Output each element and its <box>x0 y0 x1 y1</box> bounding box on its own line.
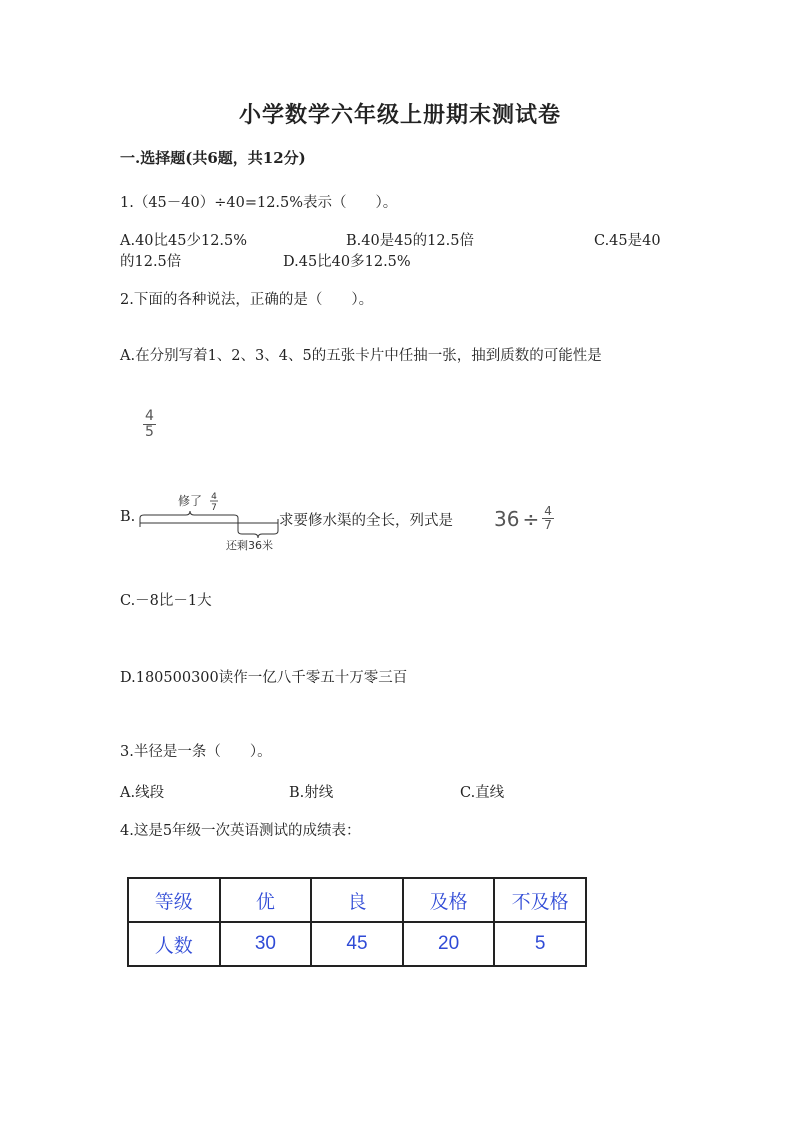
question-1-option-b: B.40是45的12.5倍 <box>346 233 474 249</box>
table-cell: 5 <box>494 922 586 966</box>
score-table <box>127 877 587 967</box>
question-3-option-c: C.直线 <box>460 785 505 801</box>
question-3-option-b: B.射线 <box>289 785 334 801</box>
diagram-fraction-numerator: 4 <box>211 492 217 502</box>
division-expression <box>494 505 554 532</box>
option-a-fraction <box>143 409 156 441</box>
diagram-fraction-denominator: 7 <box>211 503 217 513</box>
fraction-numerator: 4 <box>145 408 154 424</box>
canal-diagram <box>136 490 286 552</box>
table-cell: 良 <box>311 878 403 922</box>
question-1-stem: 1.（45－40）÷40=12.5%表示（ ）。 <box>120 195 398 211</box>
expr-fraction-numerator: 4 <box>544 504 552 518</box>
table-cell: 等级 <box>128 878 220 922</box>
fraction-denominator: 5 <box>145 424 154 441</box>
question-2-option-a: A.在分别写着1、2、3、4、5的五张卡片中任抽一张，抽到质数的可能性是 <box>120 348 602 364</box>
diagram-remaining-label: 还剩36米 <box>226 539 273 552</box>
question-3-stem: 3.半径是一条（ ）。 <box>120 744 272 760</box>
table-cell: 45 <box>311 922 403 966</box>
table-cell: 30 <box>220 922 312 966</box>
question-3-option-a: A.线段 <box>120 785 165 801</box>
table-cell: 优 <box>220 878 312 922</box>
table-cell: 人数 <box>128 922 220 966</box>
question-2-stem: 2.下面的各种说法，正确的是（ ）。 <box>120 292 374 308</box>
question-2-option-b-label: B. <box>120 509 136 525</box>
diagram-repaired-label: 修了 <box>178 494 203 508</box>
question-2-option-c: C.－8比－1大 <box>120 593 212 609</box>
question-4-stem: 4.这是5年级一次英语测试的成绩表： <box>120 823 361 839</box>
table-cell: 不及格 <box>494 878 586 922</box>
table-row <box>128 922 586 966</box>
question-1-option-d: D.45比40多12.5% <box>283 254 411 270</box>
expr-fraction <box>542 505 554 532</box>
expr-fraction-denominator: 7 <box>544 518 552 533</box>
expr-operator: ÷ <box>522 506 540 531</box>
question-2-option-b-text: 求要修水渠的全长，列式是 <box>279 513 453 529</box>
question-1-option-c: C.45是40 <box>594 233 661 249</box>
page-title: 小学数学六年级上册期末测试卷 <box>238 102 561 128</box>
table-cell: 及格 <box>403 878 495 922</box>
table-row <box>128 878 586 922</box>
table-cell: 20 <box>403 922 495 966</box>
expr-whole: 36 <box>494 506 520 531</box>
question-2-option-d: D.180500300读作一亿八千零五十万零三百 <box>120 670 408 686</box>
section-heading: 一.选择题(共6题，共12分) <box>120 149 306 167</box>
question-1-option-c-cont: 的12.5倍 <box>120 254 182 270</box>
question-1-option-a: A.40比45少12.5% <box>120 233 248 249</box>
